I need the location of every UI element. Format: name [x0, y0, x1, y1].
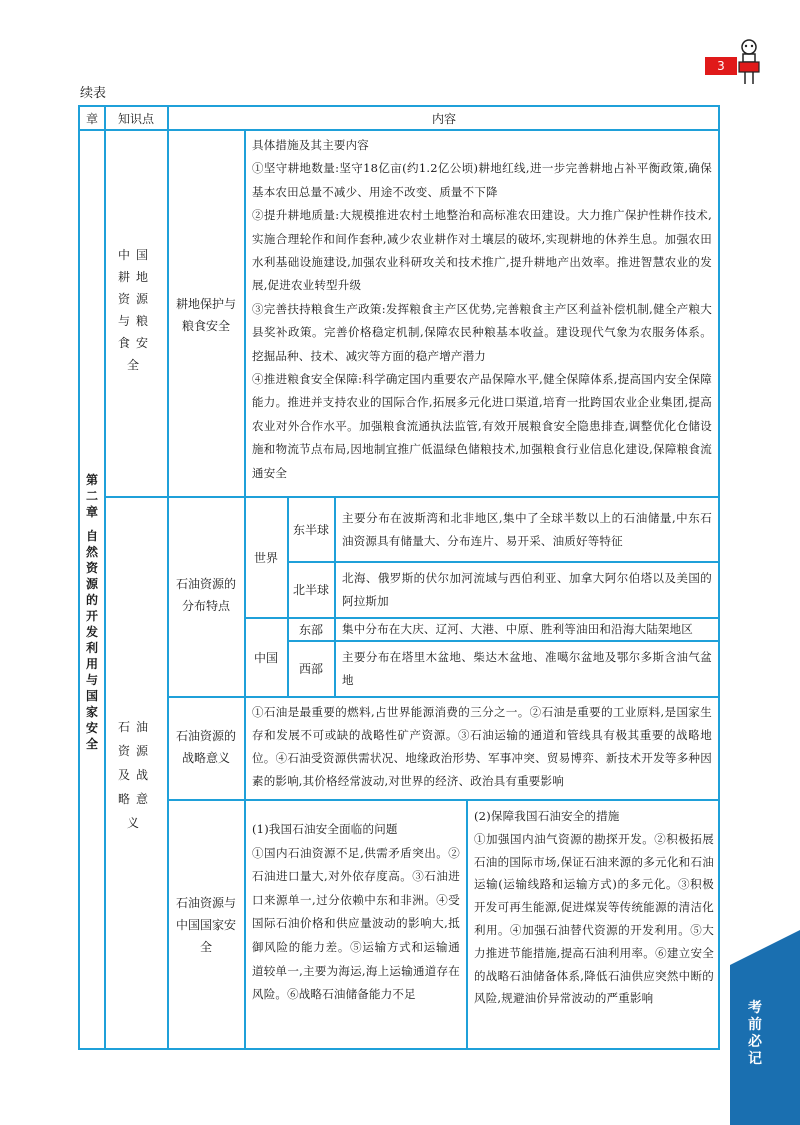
measure-1: ①坚守耕地数量:坚守18亿亩(约1.2亿公顷)耕地红线,进一步完善耕地占补平衡政策,确保基本农田总量不减少、用途不改变、质量不下降: [252, 161, 712, 199]
row-divider: [167, 696, 720, 698]
china-west-label: 西部: [298, 662, 323, 676]
topic-oil: [110, 720, 162, 830]
problems-title: (1)我国石油安全面临的问题: [252, 822, 398, 836]
distribution-label: [170, 570, 242, 620]
significance-text: ①石油是最重要的燃料,占世界能源消费的三分之一。②石油是重要的工业原料,是国家生存和发展不可或缺的战略性矿产资源。③石油运输的通道和管线具有极其重要的战略地位。④石油受资源供需状况、地缘政治形势、军事冲突、贸易博弈、新技术开发等多种因素的影响,其价格经常波动,对世界的经济、政治具有重要影响: [252, 705, 712, 788]
china-west-text: 主要分布在塔里木盆地、柴达木盆地、准噶尔盆地及鄂尔多斯含油气盆地: [342, 650, 712, 687]
problems-text: ①国内石油资源不足,供需矛盾突出。②石油进口量大,对外依存度高。③石油进口来源单一,过分依赖中东和非洲。④受国际石油价格和供应量波动的影响大,抵御风险的能力差。⑤运输方式和运输通道较单一,主要为海运,海上运输通道存在风险。⑥战略石油储备能力不足: [252, 845, 460, 1002]
row-divider: [167, 799, 720, 801]
east-hemisphere-text: 主要分布在波斯湾和北非地区,集中了全球半数以上的石油储量,中东石油资源具有储量大、分布连片、易开采、油质好等特征: [342, 511, 712, 548]
header-chapter: 章: [85, 111, 98, 126]
security-label-text: 石油资源与中国国家安全: [175, 896, 236, 954]
side-tab-label: 考前必记: [748, 1000, 762, 1067]
east-hemisphere-label: 东半球: [292, 522, 329, 537]
row-divider: [287, 561, 720, 563]
header-knowledge: 知识点: [117, 111, 154, 126]
security-problems: [252, 818, 460, 1007]
measures-heading: 具体措施及其主要内容: [252, 138, 369, 152]
side-tab-shape: [730, 930, 800, 1125]
distribution-label-text: 石油资源的分布特点: [175, 577, 236, 613]
security-measures: [474, 805, 714, 1010]
china-east-label: 东部: [298, 622, 323, 637]
farmland-measures: [252, 134, 712, 485]
row-divider: [287, 640, 720, 642]
col-divider: [104, 105, 106, 1050]
measures-title: (2)保障我国石油安全的措施: [474, 809, 620, 823]
security-label: [170, 890, 242, 960]
measure-4: ④推进粮食安全保障:科学确定国内重要农产品保障水平,健全保障体系,提高国内安全保障能力。推进并支持农业的国际合作,拓展多元化进口渠道,培育一批跨国农业企业集团,提高农业对外合作水平。加强粮食流通执法监管,有效开展粮食安全隐患排查,调整优化仓储设施和物流节点布局,因地制宜推广低温绿色储粮技术,加强粮食行业信息化建设,保障粮食流通安全: [252, 372, 712, 480]
chapter-number: 第二章: [85, 473, 98, 519]
china-label: 中国: [253, 650, 278, 665]
topic-farmland-text: 中国耕地资源与粮食安全: [117, 248, 154, 372]
west-hemisphere-text: 北海、俄罗斯的伏尔加河流域与西伯利亚、加拿大阿尔伯塔以及美国的阿拉斯加: [342, 571, 712, 608]
china-east-text: 集中分布在大庆、辽河、大港、中原、胜利等油田和沿海大陆架地区: [342, 622, 693, 636]
key-mascot-icon: [735, 38, 763, 88]
chapter-title: 自然资源的开发利用与国家安全: [85, 529, 98, 751]
measures-text: ①加强国内油气资源的勘探开发。②积极拓展石油的国际市场,保证石油来源的多元化和石油运输(运输线路和运输方式)的多元化。③积极开发可再生能源,促进煤炭等传统能源的清洁化利用。④加强石油替代资源的开发利用。⑤大力推进节能措施,提高石油利用率。⑥建立安全的战略石油储备体系,降低石油供应突然中断的风险,规避油价异常波动的严重影响: [474, 831, 714, 1006]
west-hemisphere-label: 北半球: [292, 583, 329, 597]
topic-oil-text: 石油资源及战略意义: [117, 720, 154, 830]
header-divider: [78, 129, 720, 131]
page-number: 3: [705, 57, 737, 75]
world-label: 世界: [253, 550, 278, 565]
header-content: 内容: [431, 111, 456, 126]
col-divider: [167, 105, 169, 1050]
subtopic-farmland-text: 耕地保护与粮食安全: [175, 297, 236, 333]
significance-label: [170, 722, 242, 772]
section-divider: [104, 496, 720, 498]
measure-3: ③完善扶持粮食生产政策:发挥粮食主产区优势,完善粮食主产区利益补偿机制,健全产粮大县奖补政策。完善价格稳定机制,保障农民种粮基本收益。建设现代气象为农服务体系。挖掘品种、技术、减灾等方面的稳产增产潜力: [252, 301, 712, 363]
subtopic-farmland: [170, 290, 242, 340]
measure-2: ②提升耕地质量:大规模推进农村土地整治和高标准农田建设。大力推广保护性耕作技术,实施合理轮作和间作套种,减少农业耕作对土壤层的破坏,实现耕地的休养生息。加强农田水利基础设施建设,加强农业科研攻关和技术推广,提升耕地产出效率。推进智慧农业的发展,促进农业转型升级: [252, 208, 712, 293]
significance-label-text: 石油资源的战略意义: [175, 729, 236, 765]
col-divider: [334, 496, 336, 696]
continued-label: 续表: [80, 86, 107, 101]
topic-farmland: [110, 248, 162, 372]
col-divider: [466, 799, 468, 1050]
